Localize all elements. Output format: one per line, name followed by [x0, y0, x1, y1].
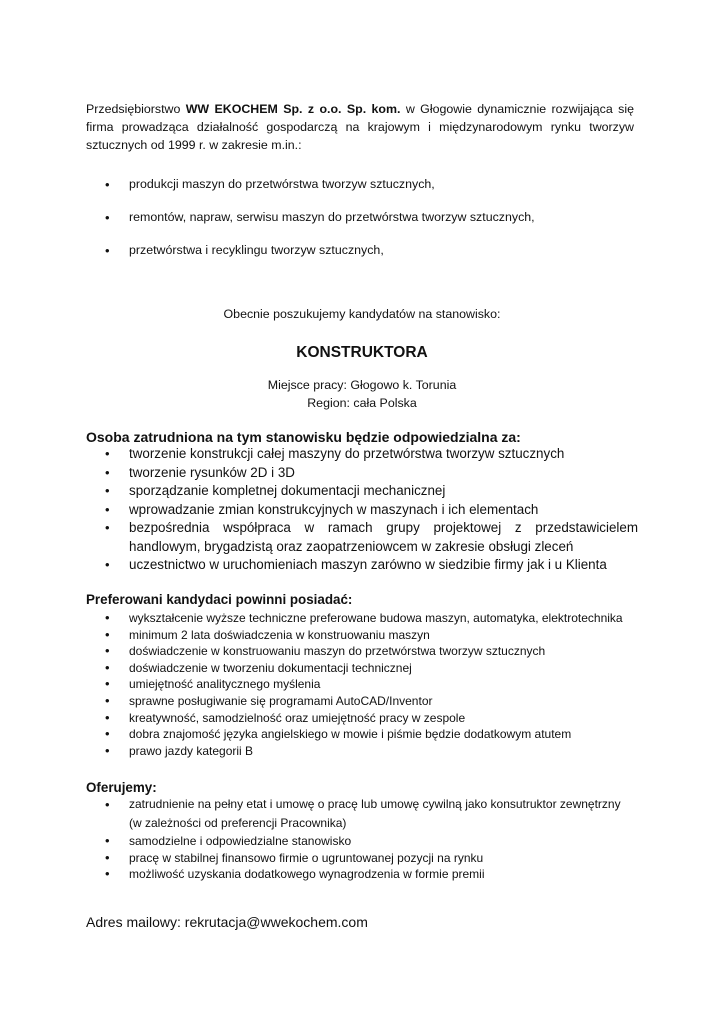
list-item-text: umiejętność analitycznego myślenia — [129, 677, 321, 692]
bullet-icon: • — [105, 726, 110, 742]
list-item — [86, 660, 638, 677]
preferred-list — [86, 610, 638, 759]
seeking-text: Obecnie poszukujemy kandydatów na stanowisko: — [223, 307, 501, 321]
list-item-text: samodzielne i odpowiedzialne stanowisko — [129, 834, 352, 848]
offer-heading: Oferujemy: — [86, 780, 157, 795]
list-item — [86, 556, 638, 575]
list-item — [86, 743, 638, 760]
list-item — [86, 726, 638, 743]
list-item-text: prawo jazdy kategorii B — [129, 743, 254, 758]
bullet-icon: • — [105, 626, 110, 642]
list-item — [86, 693, 638, 710]
list-item-text: dobra znajomość języka angielskiego w mowie i piśmie będzie dodatkowym atutem — [129, 727, 572, 742]
list-item-text: doświadczenie w konstruowaniu maszyn do przetwórstwa tworzyw sztucznych — [129, 644, 546, 659]
list-item — [86, 168, 646, 201]
list-item — [86, 201, 646, 234]
intro-rest: w Głogowie dynamicznie rozwijająca się firma prowadząca działalność gospodarczą na krajowym i międzynarodowym rynku tworzyw sztucznych od 1999 r. w zakresie m.in.: — [86, 102, 634, 152]
list-item-text: (w zależności od preferencji Pracownika) — [129, 816, 347, 830]
responsibilities-list — [86, 445, 638, 575]
bullet-icon: • — [105, 659, 110, 675]
activities-list — [86, 168, 646, 267]
list-item-text: doświadczenie w tworzeniu dokumentacji technicznej — [129, 660, 412, 675]
list-item — [86, 482, 638, 501]
bullet-icon: • — [105, 866, 110, 882]
bullet-icon: • — [105, 797, 110, 812]
position-title: KONSTRUKTORA — [296, 344, 428, 361]
list-item — [86, 464, 638, 483]
list-item-text: minimum 2 lata doświadczenia w konstruowaniu maszyn — [129, 627, 430, 642]
company-intro — [86, 100, 634, 154]
company-name: WW EKOCHEM Sp. z o.o. Sp. kom. — [185, 102, 401, 116]
list-item-text: przetwórstwa i recyklingu tworzyw sztucznych, — [129, 243, 384, 257]
bullet-icon: • — [105, 557, 110, 572]
list-item-text: tworzenie konstrukcji całej maszyny do przetwórstwa tworzyw sztucznych — [129, 446, 565, 461]
bullet-icon: • — [105, 464, 110, 480]
bullet-icon: • — [105, 243, 110, 258]
offer-list — [86, 795, 638, 883]
bullet-icon: • — [105, 849, 110, 865]
bullet-icon: • — [105, 676, 110, 692]
bullet-icon: • — [105, 210, 110, 225]
list-item-text: kreatywność, samodzielność oraz umiejętność pracy w zespole — [129, 710, 466, 725]
region-text: Region: cała Polska — [307, 396, 417, 410]
contact-email: Adres mailowy: rekrutacja@wwekochem.com — [86, 914, 368, 930]
list-item — [86, 866, 638, 883]
workplace-text: Miejsce pracy: Głogowo k. Torunia — [267, 378, 457, 392]
bullet-icon: • — [105, 833, 110, 848]
list-item-text: bezpośrednia współpraca w ramach grupy projektowej z przedstawicielem handlowym, brygadzistą oraz zaopatrzeniowcem w zakresie obsługi zleceń — [129, 520, 638, 554]
bullet-icon: • — [105, 501, 110, 517]
list-item — [86, 610, 638, 627]
list-item-text: zatrudnienie na pełny etat i umowę o pracę lub umowę cywilną jako konsutruktor zewnętrzny — [129, 797, 621, 811]
list-item-text: sporządzanie kompletnej dokumentacji mechanicznej — [129, 483, 446, 498]
list-item-text: wprowadzanie zmian konstrukcyjnych w maszynach i ich elementach — [129, 501, 539, 517]
list-item — [86, 643, 638, 660]
list-item-text: uczestnictwo w uruchomieniach maszyn zarówno w siedzibie firmy jak i u Klienta — [129, 557, 607, 572]
list-item — [86, 445, 638, 464]
list-item — [86, 676, 638, 693]
list-item — [86, 710, 638, 727]
preferred-heading: Preferowani kandydaci powinni posiadać: — [86, 592, 353, 607]
list-item-text: sprawne posługiwanie się programami AutoCAD/Inventor — [129, 693, 433, 708]
list-item-text: tworzenie rysunków 2D i 3D — [129, 464, 295, 480]
list-item — [86, 795, 638, 814]
bullet-icon: • — [105, 483, 110, 498]
list-item-text: wykształcenie wyższe techniczne preferowane budowa maszyn, automatyka, elektrotechnika — [129, 611, 623, 625]
intro-prefix: Przedsiębiorstwo — [86, 102, 186, 116]
bullet-icon: • — [105, 742, 110, 758]
list-item-text: remontów, napraw, serwisu maszyn do przetwórstwa tworzyw sztucznych, — [129, 210, 535, 224]
bullet-icon: • — [105, 692, 110, 708]
list-item — [86, 833, 638, 850]
bullet-icon: • — [105, 643, 110, 659]
bullet-icon: • — [105, 709, 110, 725]
list-item — [86, 234, 646, 267]
bullet-icon: • — [105, 177, 110, 192]
list-item-continuation — [86, 814, 638, 833]
list-item-text: pracę w stabilnej finansowo firmie o ugruntowanej pozycji na rynku — [129, 850, 484, 865]
bullet-icon: • — [105, 610, 110, 625]
responsibilities-heading: Osoba zatrudniona na tym stanowisku będzie odpowiedzialna za: — [86, 429, 521, 445]
list-item — [86, 850, 638, 867]
list-item-text: produkcji maszyn do przetwórstwa tworzyw sztucznych, — [129, 177, 435, 191]
list-item — [86, 501, 638, 520]
list-item-text: możliwość uzyskania dodatkowego wynagrodzenia w formie premii — [129, 867, 485, 882]
list-item — [86, 519, 638, 556]
bullet-icon: • — [105, 446, 110, 461]
list-item — [86, 627, 638, 644]
bullet-icon: • — [105, 520, 110, 535]
